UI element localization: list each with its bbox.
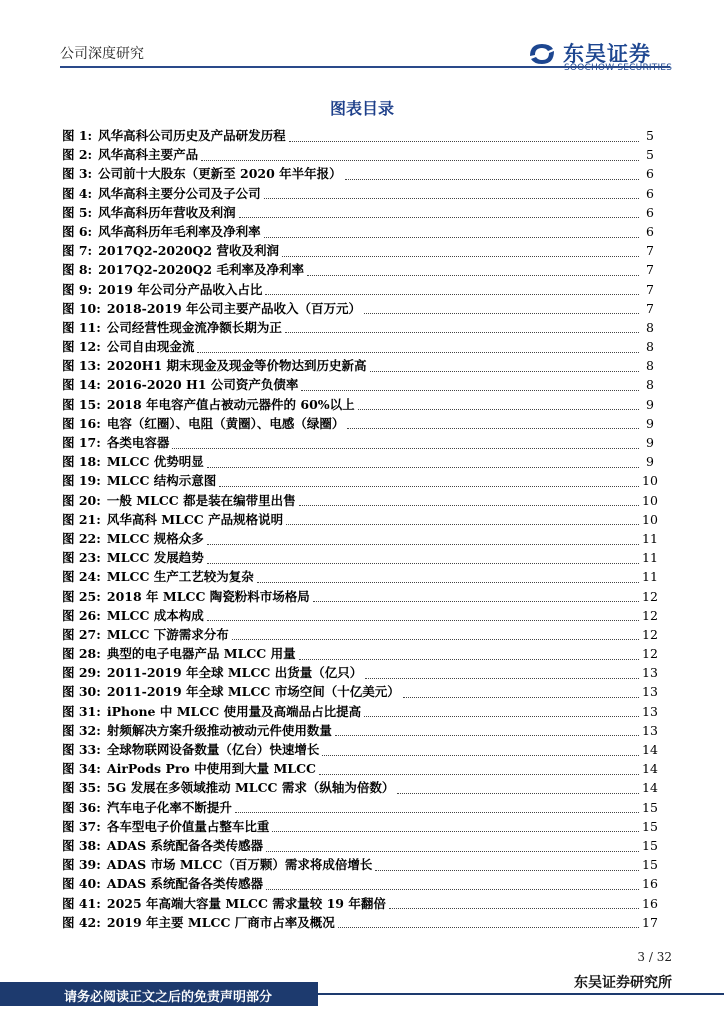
toc-entry-leader-dots bbox=[266, 842, 639, 852]
toc-entry-label: 图 25: bbox=[62, 588, 101, 604]
report-type-label: 公司深度研究 bbox=[60, 46, 144, 62]
toc-entry-label: 图 39: bbox=[62, 857, 101, 873]
toc-entry[interactable] bbox=[62, 721, 658, 740]
toc-entry-leader-dots bbox=[364, 707, 639, 717]
toc-entry-page: 8 bbox=[646, 358, 654, 374]
footer-divider bbox=[318, 993, 724, 995]
toc-entry[interactable] bbox=[62, 491, 658, 510]
toc-entry[interactable] bbox=[62, 759, 658, 778]
toc-entry-leader-dots bbox=[265, 285, 639, 295]
toc-entry-label: 图 14: bbox=[62, 377, 101, 393]
toc-entry-leader-dots bbox=[299, 650, 639, 660]
toc-entry-label: 图 34: bbox=[62, 761, 101, 777]
toc-entry-label: 图 37: bbox=[62, 818, 101, 834]
toc-entry-leader-dots bbox=[239, 208, 639, 218]
toc-entry-page: 15 bbox=[642, 837, 658, 853]
toc-entry-text: 公司自由现金流 bbox=[106, 339, 195, 355]
toc-entry-label: 图 13: bbox=[62, 358, 101, 374]
toc-entry-leader-dots bbox=[285, 323, 639, 333]
toc-entry[interactable] bbox=[62, 184, 654, 203]
toc-entry[interactable] bbox=[62, 260, 654, 279]
toc-entry[interactable] bbox=[62, 203, 654, 222]
toc-entry-text: 2017Q2-2020Q2 毛利率及净利率 bbox=[98, 262, 304, 278]
toc-entry-leader-dots bbox=[307, 266, 639, 276]
toc-entry-text: ADAS 系统配备各类传感器 bbox=[106, 837, 263, 853]
toc-entry-leader-dots bbox=[282, 247, 639, 257]
toc-entry-page: 10 bbox=[642, 473, 658, 489]
toc-entry-label: 图 42: bbox=[62, 914, 101, 930]
toc-entry[interactable] bbox=[62, 663, 658, 682]
toc-entry-text: 5G 发展在多领域推动 MLCC 需求（纵轴为倍数） bbox=[106, 780, 395, 796]
toc-entry-label: 图 10: bbox=[62, 300, 101, 316]
toc-entry-label: 图 16: bbox=[62, 415, 101, 431]
toc-entry-page: 8 bbox=[646, 377, 654, 393]
toc-entry-page: 9 bbox=[646, 435, 654, 450]
toc-entry-leader-dots bbox=[207, 458, 639, 468]
toc-entry-text: MLCC 下游需求分布 bbox=[106, 626, 229, 642]
toc-entry-page: 7 bbox=[646, 300, 654, 316]
toc-entry-text: 2020H1 期末现金及现金等价物达到历史新高 bbox=[106, 358, 367, 374]
toc-entry-label: 图 18: bbox=[62, 454, 101, 470]
toc-entry-label: 图 22: bbox=[62, 530, 101, 546]
toc-entry[interactable] bbox=[62, 145, 654, 164]
toc-entry-leader-dots bbox=[397, 784, 639, 794]
toc-entry-text: 2018 年电容产值占被动元器件的 60%以上 bbox=[106, 396, 355, 412]
toc-entry-page: 6 bbox=[646, 223, 654, 239]
toc-entry-text: MLCC 结构示意图 bbox=[106, 473, 217, 489]
toc-entry-text: 风华高科公司历史及产品研发历程 bbox=[98, 128, 286, 143]
toc-entry-leader-dots bbox=[322, 746, 639, 756]
toc-entry-text: 风华高科主要产品 bbox=[98, 147, 199, 163]
toc-entry-text: 公司前十大股东（更新至 2020 年半年报） bbox=[98, 166, 342, 182]
toc-entry-label: 图 40: bbox=[62, 876, 101, 892]
toc-entry-text: 2018 年 MLCC 陶瓷粉料市场格局 bbox=[106, 588, 310, 604]
toc-entry-leader-dots bbox=[358, 400, 639, 410]
toc-entry-leader-dots bbox=[301, 381, 639, 391]
toc-entry[interactable] bbox=[62, 299, 654, 318]
toc-entry-text: 典型的电子电器产品 MLCC 用量 bbox=[106, 646, 296, 662]
toc-entry-text: 风华高科 MLCC 产品规格说明 bbox=[106, 511, 284, 527]
toc-entry-leader-dots bbox=[345, 170, 639, 180]
toc-entry-text: 全球物联网设备数量（亿台）快速增长 bbox=[106, 742, 320, 757]
toc-entry-text: 2011-2019 年全球 MLCC 出货量（亿只） bbox=[106, 665, 363, 681]
toc-entry-page: 9 bbox=[646, 415, 654, 431]
toc-entry-label: 图 31: bbox=[62, 703, 101, 719]
toc-entry-text: MLCC 生产工艺较为复杂 bbox=[106, 569, 254, 585]
toc-entry-page: 12 bbox=[642, 626, 658, 642]
toc-entry-page: 7 bbox=[646, 262, 654, 278]
toc-entry-label: 图 38: bbox=[62, 837, 101, 853]
toc-entry-label: 图 3: bbox=[62, 166, 93, 182]
toc-entry[interactable] bbox=[62, 452, 654, 471]
toc-entry-page: 12 bbox=[642, 607, 658, 623]
toc-entry-leader-dots bbox=[375, 861, 639, 871]
toc-entry-leader-dots bbox=[197, 343, 639, 353]
toc-entry[interactable] bbox=[62, 318, 654, 337]
toc-entry-text: 一般 MLCC 都是装在编带里出售 bbox=[106, 492, 296, 508]
toc-entry-text: 风华高科主要分公司及子公司 bbox=[98, 185, 261, 201]
toc-entry-text: 电容（红圈）、电阻（黄圈）、电感（绿圈） bbox=[106, 415, 345, 431]
toc-entry[interactable] bbox=[62, 280, 654, 299]
toc-entry[interactable] bbox=[62, 625, 658, 644]
toc-entry-leader-dots bbox=[266, 880, 639, 890]
toc-entry-page: 16 bbox=[642, 895, 658, 911]
toc-entry-label: 图 23: bbox=[62, 550, 101, 566]
toc-entry-leader-dots bbox=[272, 822, 639, 832]
toc-entry-label: 图 21: bbox=[62, 511, 101, 527]
toc-entry-leader-dots bbox=[313, 592, 639, 602]
toc-entry[interactable] bbox=[62, 798, 658, 817]
toc-entry[interactable] bbox=[62, 126, 654, 145]
toc-entry-text: 风华高科历年毛利率及净利率 bbox=[98, 223, 261, 239]
toc-entry-page: 6 bbox=[646, 166, 654, 182]
toc-entry-text: 2019 年主要 MLCC 厂商市占率及概况 bbox=[106, 914, 335, 930]
toc-entry-page: 5 bbox=[646, 128, 654, 143]
toc-list bbox=[62, 126, 658, 932]
toc-entry[interactable] bbox=[62, 241, 654, 260]
toc-entry[interactable] bbox=[62, 337, 654, 356]
toc-entry-label: 图 33: bbox=[62, 742, 101, 757]
toc-entry-leader-dots bbox=[257, 573, 639, 583]
toc-entry-leader-dots bbox=[364, 304, 639, 314]
toc-entry-leader-dots bbox=[207, 554, 639, 564]
toc-entry-page: 13 bbox=[642, 665, 658, 681]
toc-entry[interactable] bbox=[62, 894, 658, 913]
toc-entry-text: 2019 年公司分产品收入占比 bbox=[98, 281, 263, 297]
toc-entry-page: 11 bbox=[642, 530, 658, 546]
toc-entry-leader-dots bbox=[370, 362, 639, 372]
toc-entry-text: 2018-2019 年公司主要产品收入（百万元） bbox=[106, 300, 361, 316]
toc-entry[interactable] bbox=[62, 587, 658, 606]
toc-entry[interactable] bbox=[62, 529, 658, 548]
toc-entry[interactable] bbox=[62, 471, 658, 490]
toc-entry-text: MLCC 优势明显 bbox=[106, 454, 204, 470]
toc-entry-leader-dots bbox=[289, 132, 639, 142]
toc-entry-label: 图 7: bbox=[62, 243, 93, 259]
toc-entry-leader-dots bbox=[207, 611, 639, 621]
toc-entry-text: 风华高科历年营收及利润 bbox=[98, 204, 236, 220]
toc-entry-label: 图 12: bbox=[62, 339, 101, 355]
toc-entry[interactable] bbox=[62, 644, 658, 663]
toc-entry-leader-dots bbox=[299, 496, 639, 506]
toc-entry-text: AirPods Pro 中使用到大量 MLCC bbox=[106, 761, 316, 777]
toc-entry-label: 图 32: bbox=[62, 722, 101, 738]
toc-entry-text: MLCC 成本构成 bbox=[106, 607, 204, 623]
toc-entry-leader-dots bbox=[264, 228, 639, 238]
toc-entry-leader-dots bbox=[219, 477, 639, 487]
toc-entry-label: 图 35: bbox=[62, 780, 101, 796]
toc-entry-page: 11 bbox=[642, 550, 658, 566]
toc-entry[interactable] bbox=[62, 702, 658, 721]
toc-entry-page: 6 bbox=[646, 204, 654, 220]
toc-entry-page: 15 bbox=[642, 799, 658, 815]
toc-entry[interactable] bbox=[62, 375, 654, 394]
toc-entry-page: 14 bbox=[642, 780, 658, 796]
toc-entry-text: 公司经营性现金流净额长期为正 bbox=[106, 319, 282, 335]
toc-entry-text: 各类电容器 bbox=[106, 435, 170, 450]
toc-entry[interactable] bbox=[62, 606, 658, 625]
toc-entry-label: 图 27: bbox=[62, 626, 101, 642]
toc-entry[interactable] bbox=[62, 874, 658, 893]
toc-entry-leader-dots bbox=[207, 535, 639, 545]
toc-entry-label: 图 5: bbox=[62, 204, 93, 220]
toc-entry-leader-dots bbox=[335, 726, 639, 736]
footer-org-name: 东吴证券研究所 bbox=[574, 975, 672, 991]
toc-entry-text: 2016-2020 H1 公司资产负债率 bbox=[106, 377, 299, 393]
toc-entry[interactable] bbox=[62, 740, 658, 759]
toc-entry-page: 7 bbox=[646, 281, 654, 297]
page-number: 3 / 32 bbox=[637, 950, 672, 964]
toc-entry-label: 图 30: bbox=[62, 684, 101, 700]
toc-entry-leader-dots bbox=[338, 918, 639, 928]
toc-entry-label: 图 36: bbox=[62, 799, 101, 815]
toc-entry-page: 9 bbox=[646, 454, 654, 470]
toc-entry-page: 11 bbox=[642, 569, 658, 585]
toc-entry-label: 图 8: bbox=[62, 262, 93, 278]
toc-entry-text: iPhone 中 MLCC 使用量及高端品占比提高 bbox=[106, 703, 362, 719]
toc-entry-label: 图 4: bbox=[62, 185, 93, 201]
toc-entry-label: 图 6: bbox=[62, 223, 93, 239]
toc-entry-leader-dots bbox=[365, 669, 639, 679]
toc-entry-page: 16 bbox=[642, 876, 658, 892]
toc-entry[interactable] bbox=[62, 433, 654, 452]
toc-entry[interactable] bbox=[62, 356, 654, 375]
toc-entry-page: 14 bbox=[642, 742, 658, 757]
toc-entry-page: 8 bbox=[646, 339, 654, 355]
toc-title: 图表目录 bbox=[329, 99, 394, 118]
toc-entry-leader-dots bbox=[403, 688, 639, 698]
toc-entry-page: 14 bbox=[642, 761, 658, 777]
toc-entry[interactable] bbox=[62, 164, 654, 183]
toc-entry-page: 13 bbox=[642, 684, 658, 700]
toc-entry-label: 图 9: bbox=[62, 281, 93, 297]
toc-entry-page: 10 bbox=[642, 511, 658, 527]
toc-entry-page: 13 bbox=[642, 703, 658, 719]
toc-entry-text: MLCC 规格众多 bbox=[106, 530, 204, 546]
toc-entry-text: ADAS 系统配备各类传感器 bbox=[106, 876, 263, 892]
toc-entry-label: 图 26: bbox=[62, 607, 101, 623]
logo-name-en: SOOCHOW SECURITIES bbox=[564, 63, 673, 73]
toc-entry-leader-dots bbox=[286, 515, 639, 525]
footer-disclaimer-note: 请务必阅读正文之后的免责声明部分 bbox=[64, 990, 273, 1005]
toc-entry[interactable] bbox=[62, 778, 658, 797]
toc-entry-page: 10 bbox=[642, 492, 658, 508]
toc-entry-page: 12 bbox=[642, 646, 658, 662]
toc-entry-label: 图 28: bbox=[62, 646, 101, 662]
toc-entry-leader-dots bbox=[347, 419, 639, 429]
toc-entry-label: 图 1: bbox=[62, 128, 93, 143]
toc-entry-text: 各车型电子价值量占整车比重 bbox=[106, 818, 270, 834]
toc-entry-page: 9 bbox=[646, 396, 654, 412]
toc-entry[interactable] bbox=[62, 548, 658, 567]
toc-entry-page: 5 bbox=[646, 147, 654, 163]
toc-entry-text: 射频解决方案升级推动被动元件使用数量 bbox=[106, 722, 332, 738]
toc-entry-label: 图 19: bbox=[62, 473, 101, 489]
toc-entry-leader-dots bbox=[235, 803, 639, 813]
toc-entry-text: 2025 年高端大容量 MLCC 需求量较 19 年翻倍 bbox=[106, 895, 386, 911]
toc-entry-leader-dots bbox=[319, 765, 639, 775]
toc-entry[interactable] bbox=[62, 682, 658, 701]
toc-entry[interactable] bbox=[62, 510, 658, 529]
toc-entry-label: 图 24: bbox=[62, 569, 101, 585]
toc-entry-text: MLCC 发展趋势 bbox=[106, 550, 204, 566]
toc-entry[interactable] bbox=[62, 855, 658, 874]
toc-entry-page: 8 bbox=[646, 319, 654, 335]
toc-entry-page: 15 bbox=[642, 818, 658, 834]
toc-entry-page: 17 bbox=[642, 914, 658, 930]
toc-entry-leader-dots bbox=[201, 151, 639, 161]
toc-entry[interactable] bbox=[62, 395, 654, 414]
toc-entry-text: 汽车电子化率不断提升 bbox=[106, 799, 232, 815]
toc-entry-label: 图 2: bbox=[62, 147, 93, 163]
toc-entry-page: 6 bbox=[646, 185, 654, 201]
toc-entry-label: 图 15: bbox=[62, 396, 101, 412]
toc-entry-label: 图 29: bbox=[62, 665, 101, 681]
toc-entry[interactable] bbox=[62, 222, 654, 241]
toc-entry-label: 图 17: bbox=[62, 435, 101, 450]
toc-entry[interactable] bbox=[62, 414, 654, 433]
toc-entry-page: 12 bbox=[642, 588, 658, 604]
toc-entry-label: 图 11: bbox=[62, 319, 101, 335]
toc-entry-label: 图 41: bbox=[62, 895, 101, 911]
header-divider bbox=[60, 66, 670, 68]
toc-entry-page: 13 bbox=[642, 722, 658, 738]
toc-entry-leader-dots bbox=[389, 899, 639, 909]
toc-entry-page: 7 bbox=[646, 243, 654, 259]
toc-entry-text: 2017Q2-2020Q2 营收及利润 bbox=[98, 243, 279, 259]
toc-entry-label: 图 20: bbox=[62, 492, 101, 508]
logo-name-cn: 东吴证券 bbox=[563, 42, 651, 66]
toc-entry-leader-dots bbox=[172, 439, 639, 449]
toc-entry-text: ADAS 市场 MLCC（百万颗）需求将成倍增长 bbox=[106, 857, 373, 873]
toc-entry-page: 15 bbox=[642, 857, 658, 873]
toc-entry[interactable] bbox=[62, 836, 658, 855]
toc-entry-leader-dots bbox=[264, 189, 639, 199]
toc-entry-text: 2011-2019 年全球 MLCC 市场空间（十亿美元） bbox=[106, 684, 400, 700]
toc-entry[interactable] bbox=[62, 567, 658, 586]
toc-entry[interactable] bbox=[62, 817, 658, 836]
toc-entry[interactable] bbox=[62, 913, 658, 932]
toc-entry-leader-dots bbox=[232, 630, 639, 640]
